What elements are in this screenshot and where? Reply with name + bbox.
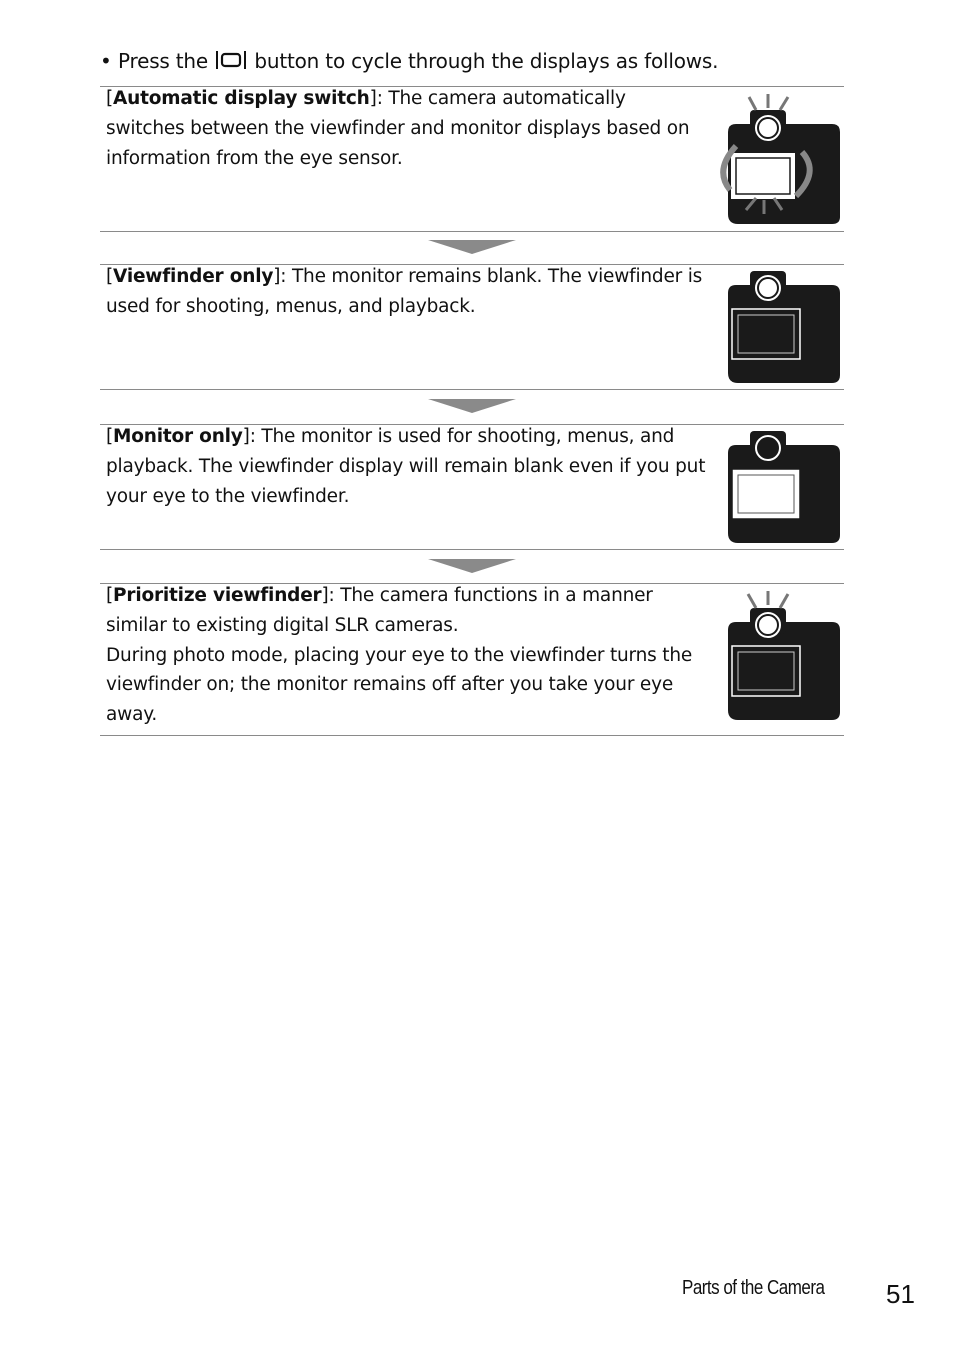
monitor-mode-button-icon [215,49,247,79]
mode-row-viewfinder-only [100,264,844,390]
mode-description: [Viewfinder only]: The monitor remains blank. The viewfinder is used for shooting, menus, and playback. [106,266,703,317]
mode-row-prioritize-viewfinder [100,583,844,736]
down-arrow-icon [428,558,516,577]
mode-text: : The monitor remains blank. The viewfinder is used for shooting, menus, and playback. [106,266,703,317]
mode-description: [Automatic display switch]: The camera automatically switches between the viewfinder and monitor displays based on information from the eye sensor. [106,88,690,169]
camera-auto-switch-icon [716,92,840,230]
mode-text: : The monitor is used for shooting, menus, and playback. The viewfinder display will remain blank even if you put your eye to the viewfinder. [106,426,706,507]
mode-name: Monitor only [113,426,243,447]
page-number: 51 [886,1279,915,1309]
footer-section-label: Parts of the Camera [682,1277,825,1299]
intro-line [100,46,860,79]
bullet: • [100,49,112,73]
mode-description: [Prioritize viewfinder]: The camera functions in a manner similar to existing digital SLR cameras. During photo mode, placing your eye to the viewfinder turns the viewfinder on; the monitor remains off after you take your eye away. [106,585,693,726]
down-arrow-icon [428,398,516,417]
mode-row-automatic-display-switch [100,86,844,232]
mode-text: : The camera automatically switches between the viewfinder and monitor displays based on information from the eye sensor. [106,88,690,169]
camera-monitor-only-icon [726,431,840,549]
intro-text-after: button to cycle through the displays as follows. [254,49,719,73]
mode-name: Viewfinder only [113,266,274,287]
mode-description: [Monitor only]: The monitor is used for shooting, menus, and playback. The viewfinder display will remain blank even if you put your eye to the viewfinder. [106,426,706,507]
camera-prioritize-viewfinder-icon [726,590,840,726]
mode-text-2: During photo mode, placing your eye to the viewfinder turns the viewfinder on; the monitor remains off after you take your eye away. [106,644,693,726]
intro-text-before: Press the [118,49,209,73]
down-arrow-icon [428,239,516,258]
mode-name: Automatic display switch [113,88,370,109]
mode-row-monitor-only [100,424,844,550]
camera-viewfinder-only-icon [726,271,840,389]
mode-text: : The camera functions in a manner similar to existing digital SLR cameras. [106,585,653,636]
mode-name: Prioritize viewfinder [113,585,322,606]
